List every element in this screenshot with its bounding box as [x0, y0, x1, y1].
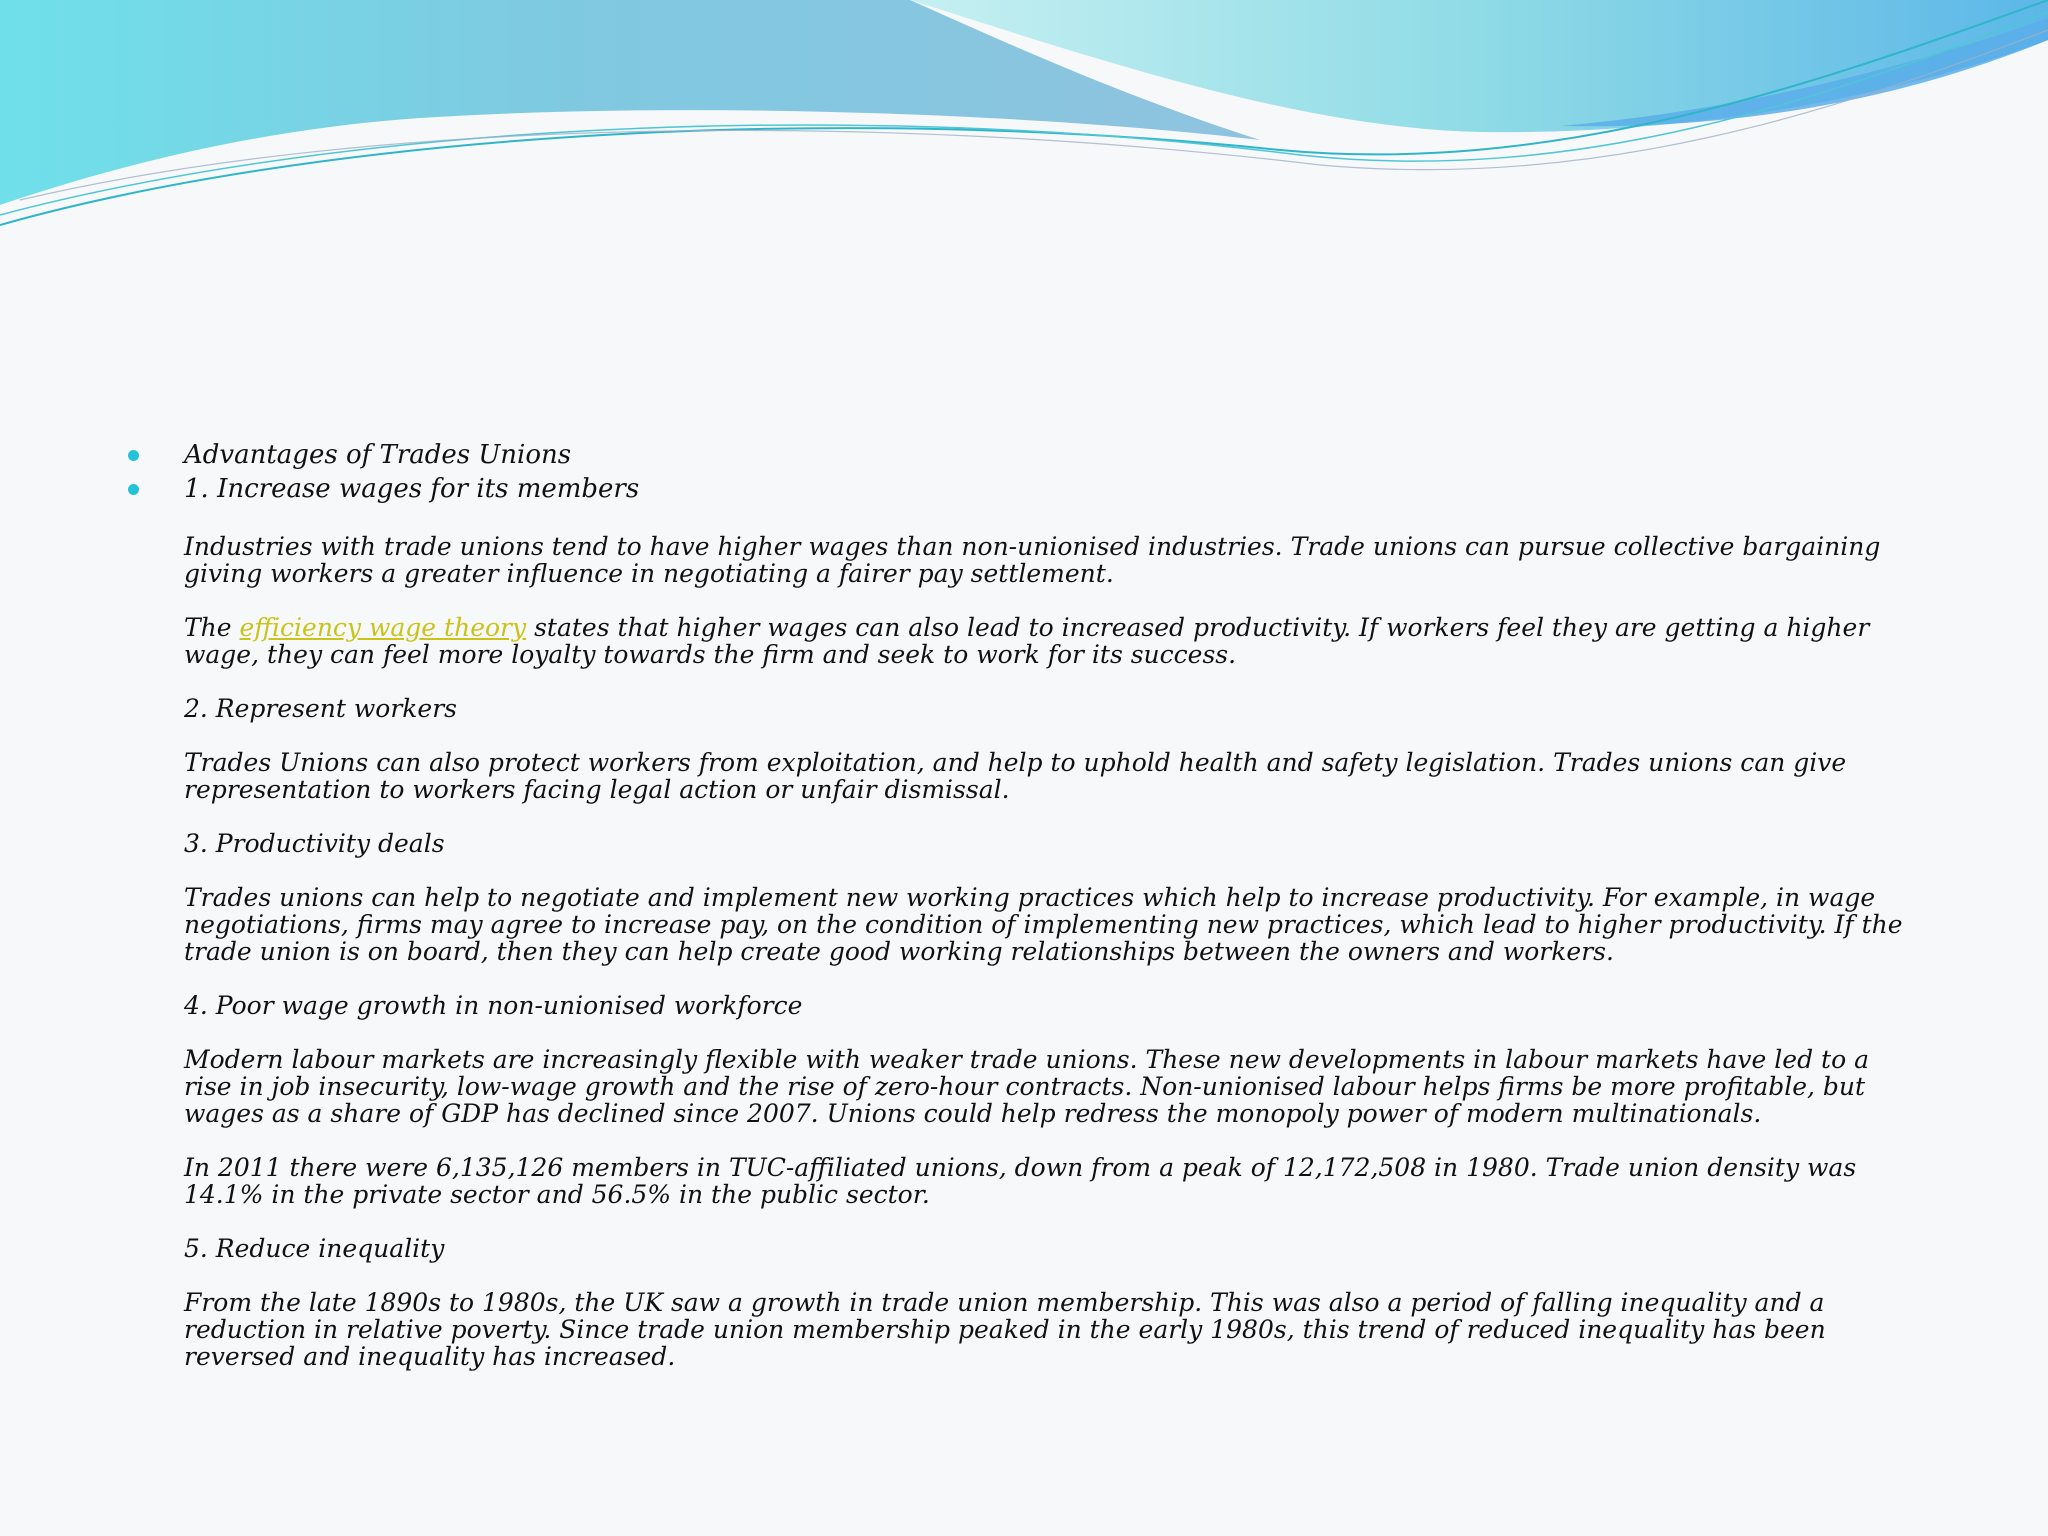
paragraph: Trades Unions can also protect workers from exploitation, and help to uphold health and safety legislation. Trades unions can give representation to workers facing legal action or unfair dismissal.: [184, 748, 1847, 804]
paragraph: In 2011 there were 6,135,126 members in TUC-affiliated unions, down from a peak of 12,172,508 in 1980. Trade union density was 14.1% in the private sector and 56.5% in the public sector.: [184, 1153, 1857, 1209]
paragraph: [184, 614, 1908, 668]
paragraph-prefix: The: [184, 613, 240, 642]
bullet-item: [128, 472, 1908, 506]
slide-content: [128, 438, 1908, 1370]
paragraph: Industries with trade unions tend to have higher wages than non-unionised industries. Trade unions can pursue collective bargaining giving workers a greater influence in negotiating a fairer pay settlement.: [184, 532, 1881, 588]
section-heading: 5. Reduce inequality: [184, 1234, 445, 1263]
bullet-text: 1. Increase wages for its members: [184, 474, 640, 504]
bullet-item: [128, 438, 1908, 472]
bullet-dot-icon: [128, 450, 139, 461]
header-wave-decoration: [0, 0, 2048, 240]
bullet-dot-icon: [128, 484, 139, 495]
paragraph: Modern labour markets are increasingly flexible with weaker trade unions. These new developments in labour markets have led to a rise in job insecurity, low-wage growth and the rise of zero-hour contracts. Non-unionised labour helps firms be more profitable, but wages as a share of GDP has declined since 2007. Unions could help redress the monopoly power of modern multinationals.: [184, 1045, 1869, 1128]
bullet-body: [128, 506, 1908, 1370]
bullet-text: Advantages of Trades Unions: [184, 440, 572, 470]
paragraph: From the late 1890s to 1980s, the UK saw a growth in trade union membership. This was also a period of falling inequality and a reduction in relative poverty. Since trade union membership peaked in the early 1980s, this trend of reduced inequality has been reversed and inequality has increased.: [184, 1288, 1826, 1371]
paragraph-suffix: states that higher wages can also lead to increased productivity. If workers feel they are getting a higher wage, they can feel more loyalty towards the firm and seek to work for its success.: [184, 613, 1870, 669]
paragraph: Trades unions can help to negotiate and implement new working practices which help to increase productivity. For example, in wage negotiations, firms may agree to increase pay, on the condition of implementing new practices, which lead to higher productivity. If the trade union is on board, then they can help create good working relationships between the owners and workers.: [184, 883, 1903, 966]
section-heading: 2. Represent workers: [184, 694, 458, 723]
section-heading: 3. Productivity deals: [184, 829, 445, 858]
efficiency-wage-theory-link[interactable]: efficiency wage theory: [239, 613, 527, 642]
section-heading: 4. Poor wage growth in non-unionised workforce: [184, 991, 803, 1020]
